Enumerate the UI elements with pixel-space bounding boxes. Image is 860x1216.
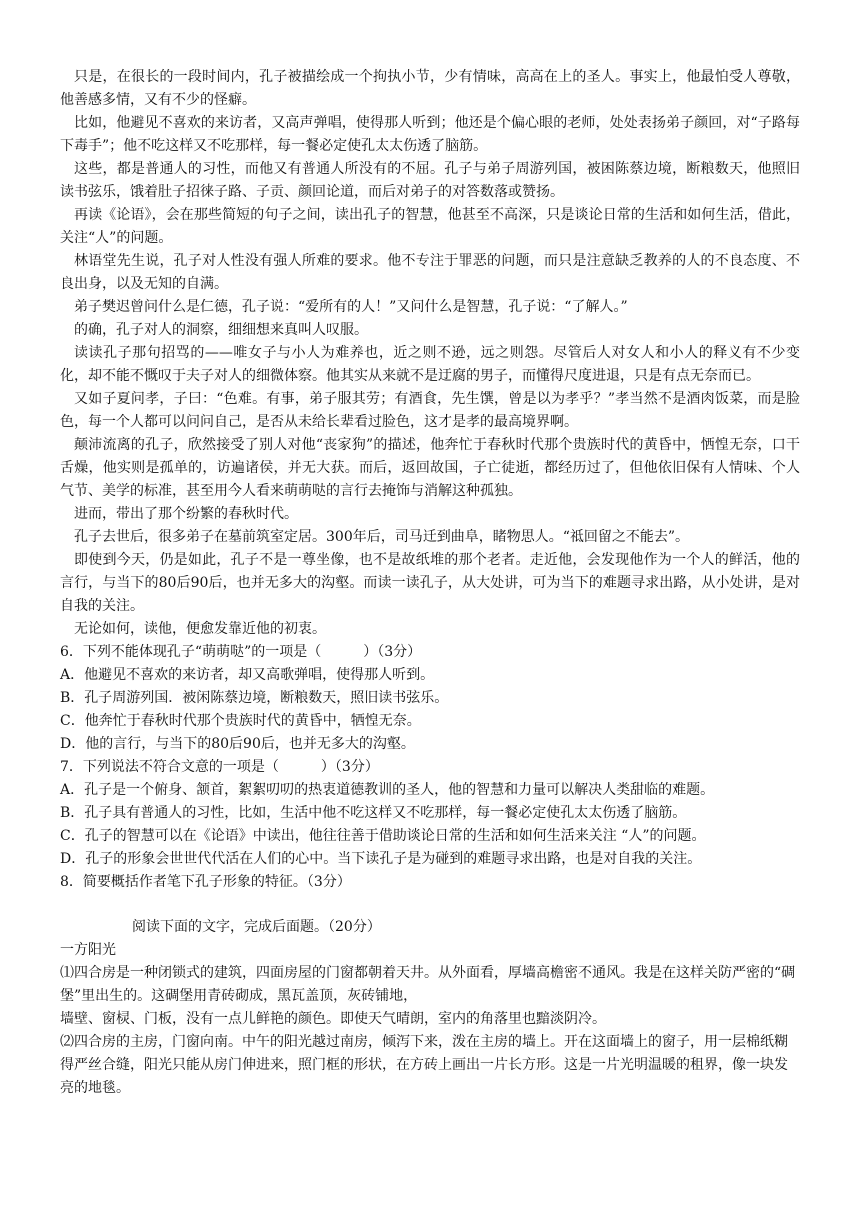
question-stem-end: ）（3分） (363, 644, 422, 660)
question-8: 8．简要概括作者笔下孔子形象的特征。（3分） (60, 874, 351, 890)
question-stem (60, 756, 800, 779)
option-c: C．他奔忙于春秋时代那个贵族时代的黄昏中，牺惶无奈。 (60, 713, 421, 729)
option-d: D．他的言行，与当下的80后90后，也并无多大的沟壑。 (60, 736, 415, 752)
question-7 (60, 756, 800, 871)
question-6 (60, 641, 800, 756)
section-instruction: 阅读下面的文字，完成后面题。（20分） (132, 919, 381, 935)
option-d: D．孔子的形象会世世代代活在人们的心中。当下读孔子是为碰到的难题寻求出路，也是对自我的关注。 (60, 851, 702, 867)
question-stem (60, 641, 800, 664)
paragraph: 读读孔子那句招骂的——唯女子与小人为难养也，近之则不逊，远之则怨。尽管后人对女人和小人的释义有不少变化，却不能不慨叹于夫子对人的细微体察。他其实从来就不是迂腐的男子，而懂得尺度进退，只是有点无奈而已。 (60, 345, 800, 384)
passage-title: 一方阳光 (60, 942, 116, 958)
paragraph: 这些，都是普通人的习性，而他又有普通人所没有的不屈。孔子与弟子周游列国，被困陈蔡边境，断粮数天，他照旧读书弦乐，饿着肚子招徕子路、子贡、颜回论道，而后对弟子的对答数落或赞扬。 (60, 161, 800, 200)
option-c: C．孔子的智慧可以在《论语》中读出，他往往善于借助谈论日常的生活和如何生活来关注 “人”的问题。 (60, 828, 706, 844)
passage-two (60, 916, 800, 1100)
spacer (60, 894, 800, 916)
paragraph: 孔子去世后，很多弟子在墓前筑室定居。300年后，司马迁到曲阜，睹物思人。“祗回留之不能去”。 (74, 529, 690, 545)
paragraph: 的确，孔子对人的洞察，细细想来真叫人叹服。 (74, 322, 368, 338)
option-a: A．孔子是一个俯身、颔首，絮絮叨叨的热衷道德教训的圣人，他的智慧和力量可以解决人类甜临的难题。 (60, 782, 715, 798)
passage-one (60, 66, 800, 641)
option-b: B．孔子周游列国．被闲陈蔡边境，断粮数天，照旧读书弦乐。 (60, 690, 449, 706)
option-a: A．他避见不喜欢的来访者，却又高歌弹唱，使得那人听到。 (60, 667, 435, 683)
question-stem-start: 7．下列说法不符合文意的一项是（ (60, 759, 279, 775)
paragraph: 进而，带出了那个纷繁的春秋时代。 (74, 506, 298, 522)
paragraph: 再读《论语》，会在那些简短的句子之间，读出孔子的智慧，他甚至不高深，只是谈论日常的生活和如何生活，借此，关注“人”的问题。 (60, 207, 800, 246)
paragraph: 无论如何，读他，便愈发靠近他的初衷。 (74, 621, 326, 637)
question-stem-start: 6．下列不能体现孔子“萌萌哒”的一项是（ (60, 644, 322, 660)
paragraph: ⑴四合房是一种闭锁式的建筑，四面房屋的门窗都朝着天井。从外面看，厚墙高檐密不通风。我是在这样关防严密的“碉堡”里出生的。这碉堡用青砖砌成，黑瓦盖顶，灰砖铺地， (60, 965, 796, 1004)
paragraph: 林语堂先生说，孔子对人性没有强人所难的要求。他不专注于罪恶的问题，而只是注意缺乏教养的人的不良态度、不良出身，以及无知的自满。 (60, 253, 800, 292)
paragraph: 墙壁、窗棂、门板，没有一点儿鲜艳的颜色。即使天气晴朗，室内的角落里也黯淡阴冷。 (60, 1011, 606, 1027)
paragraph: ⑵四合房的主房，门窗向南。中午的阳光越过南房，倾泻下来，泼在主房的墙上。开在这面墙上的窗子，用一层棉纸糊得严丝合缝，阳光只能从房门伸进来，照门框的形状，在方砖上画出一片长方形。这是一片光明温暖的租界，像一块发亮的地毯。 (60, 1034, 788, 1096)
paragraph: 即使到今天，仍是如此，孔子不是一尊坐像，也不是故纸堆的那个老者。走近他，会发现他作为一个人的鲜活，他的言行，与当下的80后90后，也并无多大的沟壑。而读一读孔子，从大处讲，可为当下的难题寻求出路，从小处讲，是对自我的关注。 (60, 552, 800, 614)
paragraph: 又如子夏问孝，子曰：“色难。有事，弟子服其劳；有酒食，先生馔，曾是以为孝乎？”孝当然不是酒肉饭菜，而是脸色，每一个人都可以问问自己，是否从未给长辈看过脸色，这才是孝的最高境界啊。 (60, 391, 800, 430)
paragraph: 只是，在很长的一段时间内，孔子被描绘成一个拘执小节，少有情味，高高在上的圣人。事实上，他最怕受人尊敬，他善感多情，又有不少的怪癖。 (60, 69, 800, 108)
paragraph: 颠沛流离的孔子，欣然接受了别人对他“丧家狗”的描述，他奔忙于春秋时代那个贵族时代的黄昏中，恓惶无奈，口干舌燥，他实则是孤单的，访遍诸侯，并无大获。而后，返回故国，子亡徒逝，都经历过了，但他依旧保有人情味、个人气节、美学的标准，甚至用今人看来萌萌哒的言行去掩饰与消解这种孤独。 (60, 437, 800, 499)
paragraph: 比如，他避见不喜欢的来访者，又高声弹唱，使得那人听到；他还是个偏心眼的老师，处处表扬弟子颜回，对“子路每下毒手”；他不吃这样又不吃那样，每一餐必定使孔太太伤透了脑筋。 (60, 115, 800, 154)
paragraph: 弟子樊迟曾问什么是仁德，孔子说：“爱所有的人！”又问什么是智慧，孔子说：“了解人。” (74, 299, 628, 315)
question-stem-end: ）（3分） (320, 759, 379, 775)
option-b: B．孔子具有普通人的习性，比如，生活中他不吃这样又不吃那样，每一餐必定使孔太太伤透了脑筋。 (60, 805, 687, 821)
